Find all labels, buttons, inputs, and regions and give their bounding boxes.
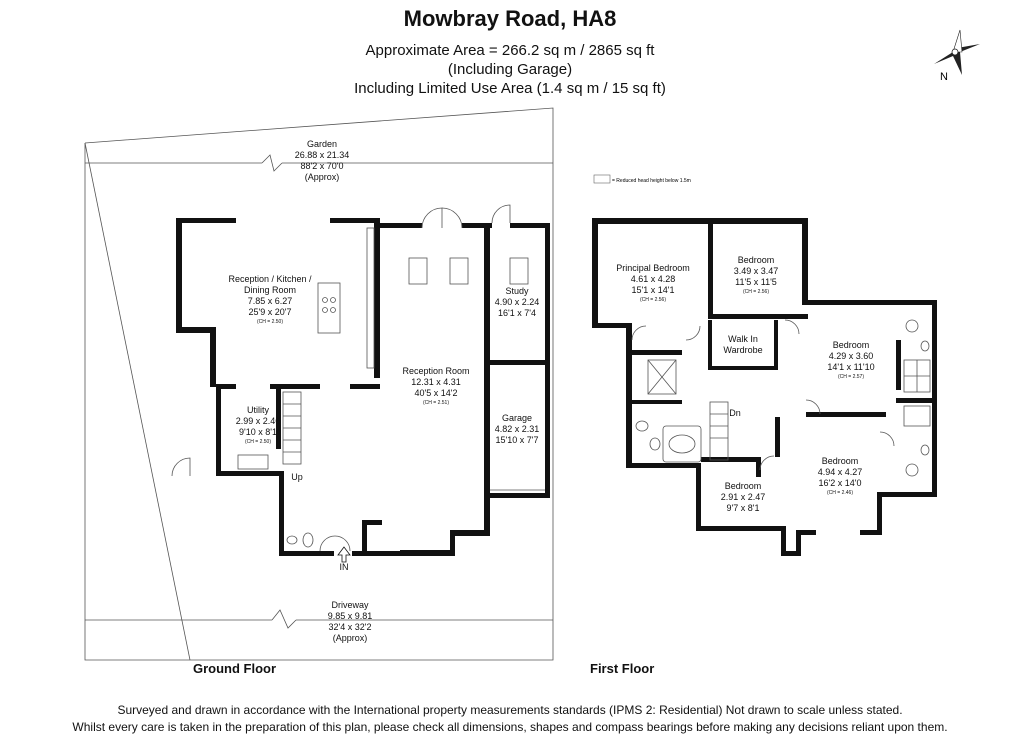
room-metric: 7.85 x 6.27 [247,296,293,306]
room-imperial: 14'1 x 11'10 [827,362,875,372]
area-text: Approximate Area = 266.2 sq m / 2865 sq ft [365,42,655,59]
room-name: Principal Bedroom [616,263,690,273]
legend-swatch [594,175,610,183]
room-metric: 2.99 x 2.46 [235,416,281,426]
ceiling-height: (CH = 2.50) [257,319,283,325]
room-metric: 4.90 x 2.24 [494,297,540,307]
room-metric: 12.31 x 4.31 [411,377,461,387]
area-note: (Including Garage) [447,61,573,78]
ceiling-height: (CH = 2.57) [838,374,864,380]
room-metric: 3.49 x 3.47 [733,266,779,276]
legend-text: = Reduced head height below 1.5m [612,178,691,184]
first-floor-fixtures [632,320,930,476]
room-imperial: 9'10 x 8'1 [239,427,277,437]
ceiling-height: (CH = 2.56) [640,297,666,303]
room-imperial: 11'5 x 11'5 [735,277,777,287]
ground-floor-label: Ground Floor [193,661,277,676]
driveway-metric: 9.85 x 9.81 [327,611,373,621]
garden-label: Garden [306,139,338,149]
room-name: Bedroom [821,456,859,466]
room-metric: 4.29 x 3.60 [828,351,874,361]
room-imperial: 9'7 x 8'1 [726,503,760,513]
room-name: Utility [247,405,269,415]
ceiling-height: (CH = 2.56) [743,289,769,295]
driveway-imperial: 32'4 x 32'2 [328,622,372,632]
room-imperial: 15'10 x 7'7 [495,435,539,445]
room-name: Bedroom [724,481,762,491]
limited-use-area-text: Including Limited Use Area (1.4 sq m / 15 sq ft) [354,80,666,97]
room-imperial: 16'2 x 14'0 [818,478,862,488]
garden-approx: (Approx) [304,172,340,182]
entrance-label: IN [339,562,349,572]
room-name-line2: Wardrobe [723,345,763,355]
room-name-line2: Dining Room [243,285,297,295]
disclaimer-line-1: Surveyed and drawn in accordance with the International property measurements standards (IPMS 2: Residential) Not drawn to scale unless stated. [117,703,903,717]
room-imperial: 16'1 x 7'4 [498,308,536,318]
room-name: Reception / Kitchen / [228,274,312,284]
driveway-dimension-line [85,610,553,628]
room-name: Reception Room [402,366,470,376]
stairs-down-label: Dn [729,408,741,418]
room-imperial: 40'5 x 14'2 [414,388,458,398]
room-name: Bedroom [737,255,775,265]
room-imperial: 25'9 x 20'7 [248,307,292,317]
room-name: Garage [501,413,533,423]
room-metric: 4.61 x 4.28 [630,274,676,284]
room-imperial: 15'1 x 14'1 [631,285,675,295]
compass-icon [934,30,980,75]
driveway-approx: (Approx) [332,633,368,643]
ground-floor-walls [176,218,550,556]
room-name: Study [505,286,529,296]
garden-imperial: 88'2 x 70'0 [300,161,344,171]
room-metric: 4.82 x 2.31 [494,424,540,434]
driveway-label: Driveway [331,600,369,610]
room-name: Bedroom [832,340,870,350]
ceiling-height: (CH = 2.46) [827,490,853,496]
page-title: Mowbray Road, HA8 [403,6,617,31]
room-name: Walk In [728,334,758,344]
ceiling-height: (CH = 2.51) [423,400,449,406]
ceiling-height: (CH = 2.50) [245,439,271,445]
compass-north-label: N [940,71,948,83]
room-metric: 4.94 x 4.27 [817,467,863,477]
stairs-up-label: Up [291,472,303,482]
entrance-arrow-icon [338,547,350,562]
first-floor-label: First Floor [590,661,655,676]
garden-metric: 26.88 x 21.34 [294,150,350,160]
room-metric: 2.91 x 2.47 [720,492,766,502]
disclaimer-line-2: Whilst every care is taken in the preparation of this plan, please check all dimensions, shapes and compass bearings before making any decisions reliant upon them. [72,720,948,734]
